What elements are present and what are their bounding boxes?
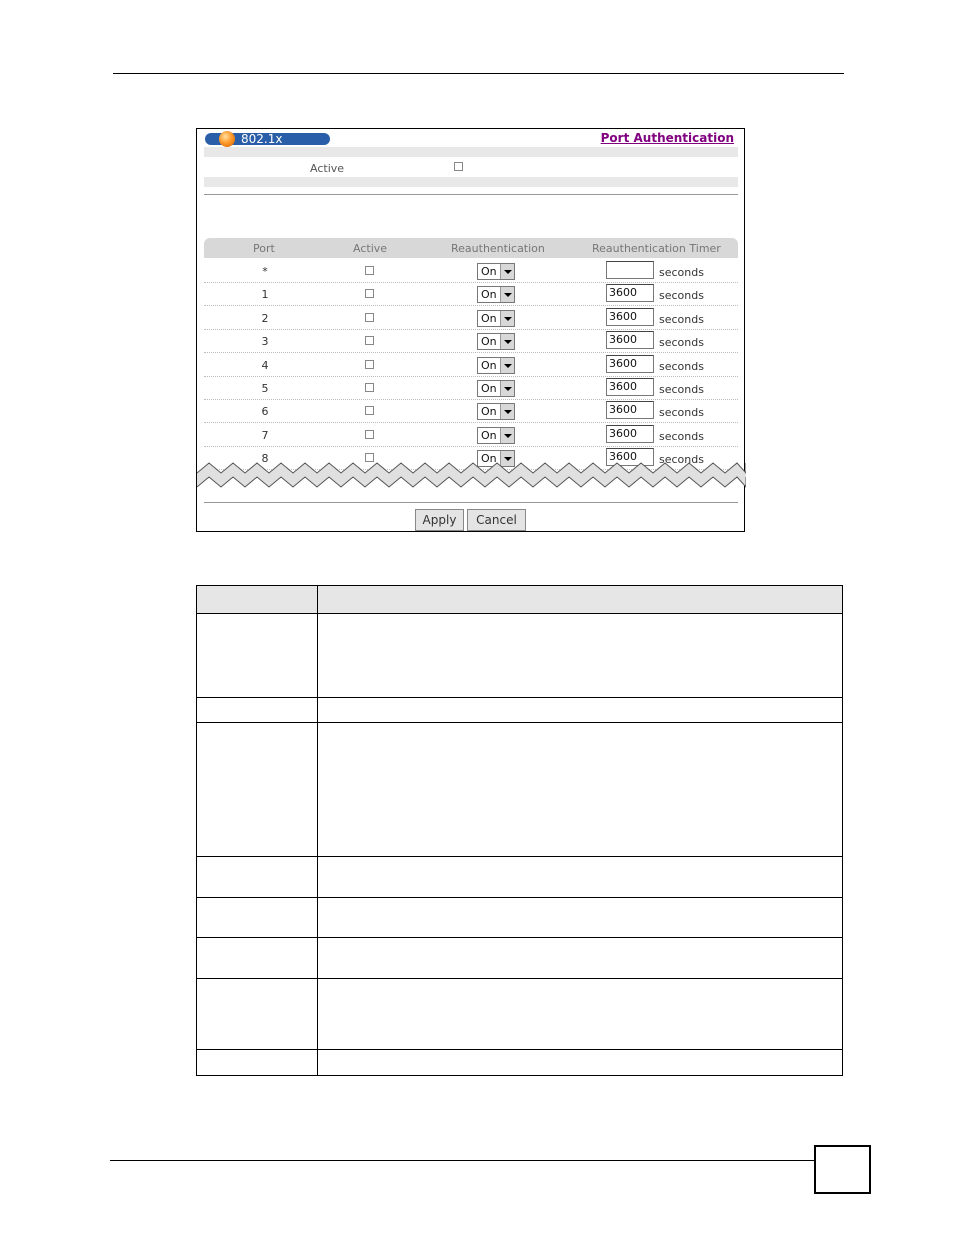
col-reauthentication: Reauthentication (451, 242, 545, 255)
table-header-row (197, 586, 843, 614)
table-header (204, 238, 738, 258)
port-active-checkbox[interactable] (365, 430, 374, 439)
chevron-down-icon (500, 404, 514, 419)
table-row (197, 938, 843, 979)
footer-rule (110, 1160, 815, 1161)
reauthentication-value: On (481, 452, 497, 466)
port-active-checkbox[interactable] (365, 266, 374, 275)
reauthentication-select[interactable] (477, 403, 515, 420)
seconds-label: seconds (659, 406, 704, 420)
chevron-down-icon (500, 311, 514, 326)
apply-button[interactable]: Apply (415, 509, 464, 531)
table-row (204, 376, 738, 400)
seconds-label: seconds (659, 336, 704, 350)
port-active-checkbox[interactable] (365, 406, 374, 415)
table-row (197, 1050, 843, 1076)
field-description-table (196, 585, 843, 1076)
port-number: * (262, 265, 268, 278)
table-row (204, 282, 738, 306)
port-authentication-link[interactable]: Port Authentication (600, 131, 734, 145)
reauthentication-select[interactable] (477, 427, 515, 444)
seconds-label: seconds (659, 289, 704, 303)
reauthentication-value: On (481, 335, 497, 349)
col-active: Active (353, 242, 388, 255)
table-row (197, 857, 843, 898)
table-row (204, 259, 738, 283)
table-row (204, 353, 738, 377)
seconds-label: seconds (659, 429, 704, 443)
zigzag-break (197, 461, 746, 499)
chevron-down-icon (500, 381, 514, 396)
chevron-down-icon (500, 428, 514, 443)
reauth-timer-input[interactable]: 3600 (606, 378, 654, 396)
reauth-timer-input[interactable]: 3600 (606, 355, 654, 373)
port-number: 6 (261, 405, 269, 419)
reauth-timer-input[interactable]: 3600 (606, 331, 654, 349)
reauth-timer-input[interactable]: 3600 (606, 401, 654, 419)
gray-bar-top (204, 147, 738, 157)
seconds-label: seconds (659, 312, 704, 326)
reauthentication-value: On (481, 405, 497, 419)
reauthentication-value: On (481, 311, 497, 325)
table-row (204, 399, 738, 423)
reauthentication-value: On (481, 382, 497, 395)
port-number: 1 (261, 288, 269, 302)
gray-bar-bottom (204, 177, 738, 187)
table-row (197, 723, 843, 857)
seconds-label: seconds (659, 266, 704, 279)
table-row (204, 423, 738, 447)
chevron-down-icon (500, 358, 514, 373)
global-active-label: Active (310, 162, 345, 175)
reauthentication-select[interactable] (477, 286, 515, 303)
port-number: 7 (261, 428, 269, 442)
port-active-checkbox[interactable] (365, 313, 374, 322)
table-row (197, 698, 843, 723)
port-active-checkbox[interactable] (365, 289, 374, 298)
page-number-box (814, 1145, 871, 1194)
table-row (197, 979, 843, 1050)
reauthentication-value: On (481, 358, 497, 372)
table-row (204, 329, 738, 353)
reauthentication-value: On (481, 288, 497, 302)
table-row (197, 614, 843, 698)
seconds-label: seconds (659, 453, 704, 467)
reauth-timer-input[interactable]: 3600 (606, 284, 654, 302)
chevron-down-icon (500, 334, 514, 349)
reauth-timer-input[interactable] (606, 261, 654, 279)
seconds-label: seconds (659, 383, 704, 396)
port-number: 4 (261, 358, 269, 372)
reauthentication-select[interactable] (477, 380, 515, 397)
reauthentication-select[interactable] (477, 357, 515, 374)
port-number: 3 (261, 335, 269, 349)
panel-title: 802.1x (241, 132, 283, 146)
header-rule (113, 73, 844, 74)
reauthentication-value: On (481, 428, 497, 442)
port-active-checkbox[interactable] (365, 360, 374, 369)
chevron-down-icon (500, 287, 514, 302)
reauthentication-select[interactable] (477, 310, 515, 327)
global-active-checkbox[interactable] (454, 162, 463, 171)
reauth-timer-input[interactable]: 3600 (606, 425, 654, 443)
reauthentication-value: On (481, 265, 497, 278)
port-active-checkbox[interactable] (365, 336, 374, 345)
reauthentication-select[interactable] (477, 263, 515, 280)
orb-icon (219, 131, 235, 147)
port-number: 5 (261, 382, 269, 395)
port-number: 2 (261, 311, 269, 325)
table-row (204, 306, 738, 330)
section-divider (204, 194, 738, 195)
chevron-down-icon (500, 264, 514, 279)
reauthentication-select[interactable] (477, 333, 515, 350)
col-reauth-timer: Reauthentication Timer (592, 242, 721, 255)
port-number: 8 (261, 452, 269, 466)
col-port: Port (253, 242, 275, 255)
seconds-label: seconds (659, 359, 704, 373)
button-divider (204, 502, 738, 503)
reauth-timer-input[interactable]: 3600 (606, 448, 654, 466)
title-pill (205, 133, 330, 145)
screenshot-panel (196, 128, 745, 532)
reauth-timer-input[interactable]: 3600 (606, 308, 654, 326)
table-row (197, 898, 843, 938)
cancel-button[interactable]: Cancel (467, 509, 526, 531)
port-active-checkbox[interactable] (365, 383, 374, 392)
